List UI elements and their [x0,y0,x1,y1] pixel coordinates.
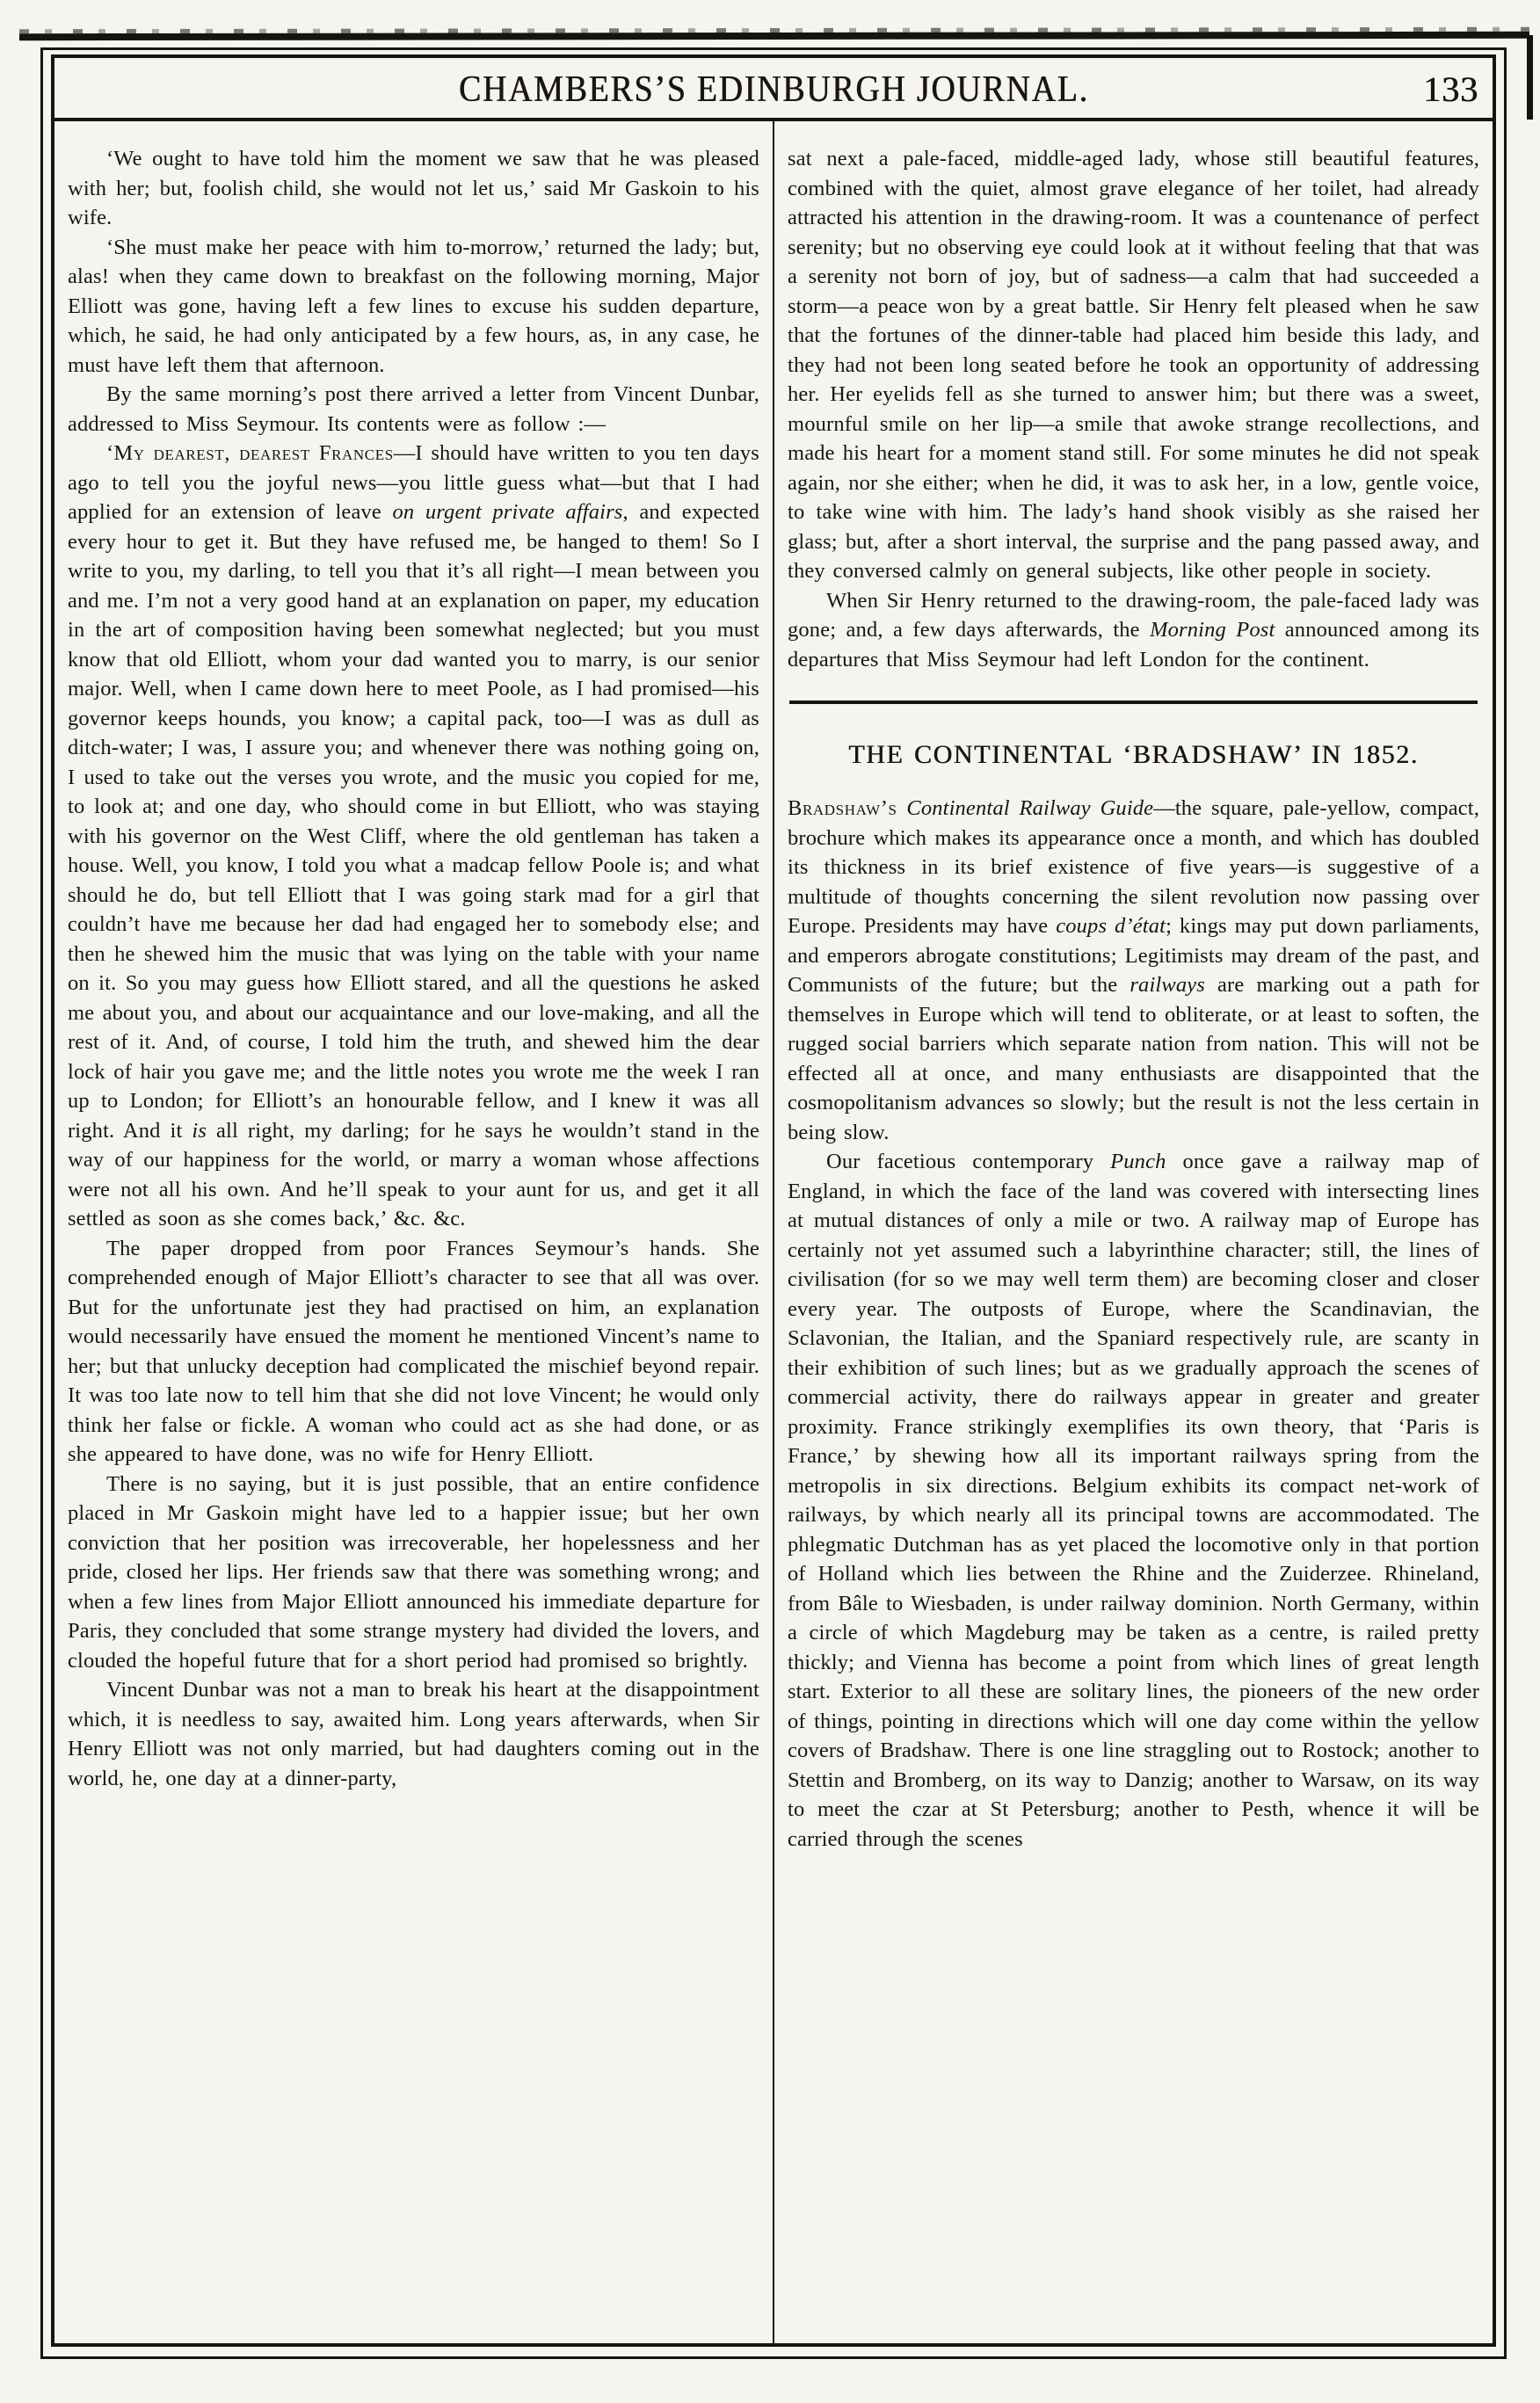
article-heading: THE CONTINENTAL ‘BRADSHAW’ IN 1852. [848,740,1419,769]
paragraph: Bradshaw’s Continental Railway Guide—the square, pale-yellow, compact, brochure which makes its appearance once a month, and which has doubled its thickness in its brief existence of five years—is suggestive of a multitude of thoughts concerning the silent revolution now passing over Europe. Presidents may have coups d’état; kings may put down parliaments, and emperors abrogate constitutions; Legitimists may dream of the past, and Communists of the future; but the railways are marking out a path for themselves in Europe which will tend to obliterate, or at least to soften, the rugged social barriers which separate nation from nation. This will not be effected all at once, and many enthusiasts are disappointed that the cosmopolitanism advances so slowly; but the result is not the less certain in being slow. [788,796,1480,1144]
page-outer-frame [40,47,1507,2359]
journal-title-text: CHAMBERS’S EDINBURGH JOURNAL. [458,69,1089,110]
article-body [788,794,1479,1854]
story-continuation [788,144,1479,674]
left-column [54,121,773,2343]
paragraph: By the same morning’s post there arrived a letter from Vincent Dunbar, addressed to Miss Seymour. Its contents were as follow :— [68,382,759,436]
paragraph: ‘We ought to have told him the moment we saw that he was pleased with her; but, foolish child, she would not let us,’ said Mr Gaskoin to his wife. [68,147,759,229]
right-column [774,121,1493,2343]
journal-title [54,58,1493,118]
two-column-body [54,121,1493,2343]
scan-corner-artifact [1527,35,1533,120]
paragraph: Our facetious contemporary Punch once gave a railway map of England, in which the face of the land was covered with intersecting lines at mutual distances of only a mile or two. A railway map of Europe has certainly not yet assumed such a labyrinthine character; still, the lines of civilisation (for so we may well term them) are becoming closer and closer every year. The outposts of Europe, where the Scandinavian, the Sclavonian, the Italian, and the Spaniard respectively rule, are scanty in their exhibition of such lines; but as we gradually approach the scenes of commercial activity, there do railways appear in greater and greater proximity. France strikingly exemplifies its own theory, that ‘Paris is France,’ by shewing how all its important railways spring from the metropolis in six directions. Belgium exhibits its compact net-work of railways, by which nearly all its principal towns are accommodated. The phlegmatic Dutchman has as yet placed the locomotive only in that portion of Holland which lies between the Rhine and the Zuiderzee. Rhineland, from Bâle to Wiesbaden, is under railway dominion. North Germany, within a circle of which Magdeburg may be taken as a centre, is railed pretty thickly; and Vienna has become a point from which lines of great length start. Exterior to all these are solitary lines, the pioneers of the new order of things, pointing in directions which will one day come within the yellow covers of Bradshaw. There is one line straggling out to Rostock; another to Stettin and Bromberg, on its way to Danzig; another to Warsaw, on its way to meet the czar at St Petersburg; another to Pesth, whence it will be carried through the scenes [788,1150,1479,1851]
article-separator-rule [789,701,1478,704]
paragraph: The paper dropped from poor Frances Seymour’s hands. She comprehended enough of Major Elliott’s character to see that all was over. But for the unfortunate jest they had practised on him, an explanation would necessarily have ensued the moment he mentioned Vincent’s name to her; but that unlucky deception had complicated the mischief beyond repair. It was too late now to tell him that she did not love Vincent; he would only think her false or fickle. A woman who could act as she had done, or as she appeared to have done, was no wife for Henry Elliott. [68,1236,759,1466]
paragraph: Vincent Dunbar was not a man to break his heart at the disappointment which, it is needless to say, awaited him. Long years afterwards, when Sir Henry Elliott was not only married, but had daughters coming out in the world, he, one day at a dinner-party, [68,1678,759,1790]
journal-header [54,58,1493,121]
paragraph: ‘She must make her peace with him to-morrow,’ returned the lady; but, alas! when they came down to breakfast on the following morning, Major Elliott was gone, having left a few lines to excuse his sudden departure, which, he said, he had only anticipated by a few hours, as, in any case, he must have left them that afternoon. [68,235,759,377]
page-inner-frame [51,54,1496,2347]
page-number: 133 [1423,69,1478,109]
paragraph: When Sir Henry returned to the drawing-room, the pale-faced lady was gone; and, a few days afterwards, the Morning Post announced among its departures that Miss Seymour had left London for the continent. [788,588,1479,672]
paragraph: ‘My dearest, dearest Frances—I should have written to you ten days ago to tell you the joyful news—you little guess what—but that I had applied for an extension of leave on urgent private affairs, and expected every hour to get it. But they have refused me, be hanged to them! So I write to you, my darling, to tell you that it’s all right—I mean between you and me. I’m not a very good hand at an explanation on paper, my education in the art of composition having been somewhat neglected; but you must know that old Elliott, whom your dad wanted you to marry, is our senior major. Well, when I came down here to meet Poole, as I had promised—his governor keeps hounds, you know; a capital pack, too—I was as dull as ditch-water; I was, I assure you; and whenever there was nothing going on, I used to take out the verses you wrote, and the music you copied for me, to look at; and one day, who should come in but Elliott, who was staying with his governor on the West Cliff, where the old gentleman has taken a house. Well, you know, I told you what a madcap fellow Poole is; and what should he do, but tell Elliott that I was going stark mad for a girl that couldn’t have me because her dad had engaged her to somebody else; and then he shewed him the music that was lying on the table with your name on it. So you may guess how Elliott stared, and all the questions he asked me about you, and about our acquaintance and our love-making, and all the rest of it. And, of course, I told him the truth, and shewed him the dear lock of hair you gave me; and the little notes you wrote me the week I ran up to London; for Elliott’s an honourable fellow, and I knew it was all right. And it is all right, my darling; for he says he wouldn’t stand in the way of our happiness for the world, or marry a woman whose affections were not all his own. And he’ll speak to your aunt for us, and get it all settled as soon as she comes back,’ &c. &c. [68,441,760,1231]
scan-edge-artifact [19,32,1529,40]
paragraph: sat next a pale-faced, middle-aged lady, whose still beautiful features, combined with the quiet, almost grave elegance of her toilet, had already attracted his attention in the drawing-room. It was a countenance of perfect serenity; but no observing eye could look at it without feeling that that was a serenity not born of joy, but of sadness—a calm that had succeeded a storm—a peace won by a great battle. Sir Henry felt pleased when he saw that the fortunes of the dinner-table had placed him beside this lady, and they had not been long seated before he took an opportunity of addressing her. Her eyelids fell as she turned to answer him; but there was a sweet, mournful smile on her lip—a smile that awoke strange recollections, and made his heart for a moment stand still. For some minutes he did not speak again, nor she either; when he did, it was to ask her, in a low, gentle voice, to take wine with him. The lady’s hand shook visibly as she raised her glass; but, after a short interval, the surprise and the pang passed away, and they conversed calmly on general subjects, like other people in society. [788,147,1479,583]
paragraph: There is no saying, but it is just possible, that an entire confidence placed in Mr Gaskoin might have led to a happier issue; but her own conviction that her position was irrecoverable, her hopelessness and her pride, closed her lips. Her friends saw that there was something wrong; and when a few lines from Major Elliott announced his immediate departure for Paris, they concluded that some strange mystery had divided the lovers, and clouded the hopeful future that for a short period had promised so brightly. [68,1471,759,1673]
